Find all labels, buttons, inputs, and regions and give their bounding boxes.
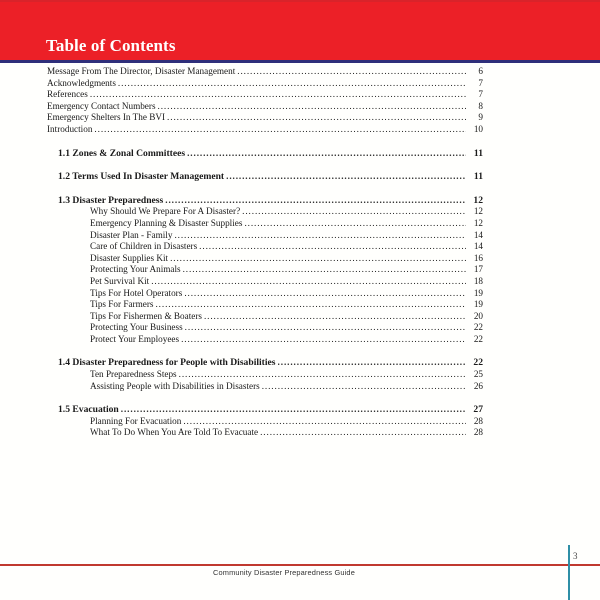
toc-entry-label: Tips For Farmers xyxy=(90,299,154,310)
toc-entry-page-number: 12 xyxy=(473,206,483,217)
footer-divider-rule xyxy=(0,564,600,566)
toc-entry-page-number: 14 xyxy=(473,241,483,252)
toc-dot-leader xyxy=(183,416,466,428)
toc-section-entry[interactable] xyxy=(0,171,600,183)
toc-section-gap xyxy=(0,392,600,404)
toc-entry-page-number: 14 xyxy=(473,229,483,240)
toc-entry-page-number: 28 xyxy=(473,427,483,438)
toc-dot-leader xyxy=(174,230,466,242)
toc-entry-label: Tips For Hotel Operators xyxy=(90,287,183,298)
toc-entry-page-number: 18 xyxy=(473,275,483,286)
toc-entry-label: 1.5 Evacuation xyxy=(58,404,119,416)
page-title: Table of Contents xyxy=(46,36,176,55)
toc-subsection-entry[interactable] xyxy=(0,253,600,265)
toc-dot-leader xyxy=(260,427,466,439)
toc-front-matter-entry[interactable] xyxy=(0,101,600,113)
toc-entry-page-number: 20 xyxy=(473,310,483,321)
toc-front-matter-entry[interactable] xyxy=(0,78,600,90)
toc-entry-page-number: 19 xyxy=(473,287,483,298)
toc-entry-label: Care of Children in Disasters xyxy=(90,241,198,252)
toc-dot-leader xyxy=(151,276,466,288)
header-divider-rule xyxy=(0,60,600,63)
toc-dot-leader xyxy=(237,66,466,78)
toc-subsection-entry[interactable] xyxy=(0,230,600,242)
toc-entry-page-number: 16 xyxy=(473,252,483,263)
toc-entry-page-number: 17 xyxy=(473,264,483,275)
toc-subsection-entry[interactable] xyxy=(0,206,600,218)
toc-section-gap xyxy=(0,159,600,171)
toc-entry-page-number: 27 xyxy=(473,404,483,416)
toc-dot-leader xyxy=(155,299,466,311)
footer-vertical-accent-line xyxy=(568,545,570,600)
table-of-contents xyxy=(0,66,600,439)
toc-subsection-entry[interactable] xyxy=(0,264,600,276)
toc-entry-page-number: 26 xyxy=(473,380,483,391)
toc-entry-label: What To Do When You Are Told To Evacuate xyxy=(90,427,259,438)
toc-subsection-entry[interactable] xyxy=(0,369,600,381)
toc-front-matter-entry[interactable] xyxy=(0,112,600,124)
toc-entry-label: Why Should We Prepare For A Disaster? xyxy=(90,206,241,217)
toc-entry-label: 1.3 Disaster Preparedness xyxy=(58,194,164,206)
toc-entry-label: Tips For Fishermen & Boaters xyxy=(90,310,202,321)
toc-section-gap xyxy=(0,345,600,357)
toc-dot-leader xyxy=(187,148,466,160)
toc-entry-label: 1.2 Terms Used In Disaster Management xyxy=(58,171,225,183)
toc-subsection-entry[interactable] xyxy=(0,276,600,288)
toc-subsection-entry[interactable] xyxy=(0,416,600,428)
toc-subsection-entry[interactable] xyxy=(0,311,600,323)
toc-entry-page-number: 22 xyxy=(473,357,483,369)
toc-dot-leader xyxy=(185,322,466,334)
toc-entry-page-number: 11 xyxy=(473,171,483,183)
toc-dot-leader xyxy=(226,171,466,183)
toc-subsection-entry[interactable] xyxy=(0,427,600,439)
toc-entry-page-number: 12 xyxy=(473,217,483,228)
toc-entry-page-number: 10 xyxy=(473,123,483,134)
toc-entry-label: Emergency Shelters In The BVI xyxy=(47,112,166,123)
toc-entry-label: Disaster Plan - Family xyxy=(90,229,173,240)
toc-entry-page-number: 22 xyxy=(473,322,483,333)
toc-section-entry[interactable] xyxy=(0,195,600,207)
toc-front-matter-entry[interactable] xyxy=(0,66,600,78)
toc-dot-leader xyxy=(278,357,466,369)
toc-entry-label: Message From The Director, Disaster Management xyxy=(47,66,236,76)
toc-entry-label: Introduction xyxy=(47,123,93,134)
toc-dot-leader xyxy=(262,381,466,393)
toc-entry-label: Acknowledgments xyxy=(47,77,116,88)
toc-entry-page-number: 6 xyxy=(478,66,483,76)
toc-entry-page-number: 12 xyxy=(473,194,483,206)
toc-entry-label: Protecting Your Animals xyxy=(90,264,181,275)
toc-dot-leader xyxy=(183,264,466,276)
toc-entry-label: Protect Your Employees xyxy=(90,333,180,344)
toc-entry-label: Emergency Planning & Disaster Supplies xyxy=(90,217,243,228)
toc-section-gap xyxy=(0,183,600,195)
toc-dot-leader xyxy=(94,124,466,136)
toc-dot-leader xyxy=(170,253,466,265)
toc-dot-leader xyxy=(90,89,466,101)
toc-entry-page-number: 8 xyxy=(478,100,483,111)
toc-subsection-entry[interactable] xyxy=(0,322,600,334)
toc-entry-label: Disaster Supplies Kit xyxy=(90,252,169,263)
toc-entry-label: 1.4 Disaster Preparedness for People with Disabilities xyxy=(58,357,276,369)
toc-front-matter-entry[interactable] xyxy=(0,89,600,101)
toc-section-entry[interactable] xyxy=(0,404,600,416)
toc-dot-leader xyxy=(244,218,466,230)
toc-entry-label: Protecting Your Business xyxy=(90,322,183,333)
toc-dot-leader xyxy=(179,369,466,381)
toc-entry-label: Pet Survival Kit xyxy=(90,275,150,286)
toc-subsection-entry[interactable] xyxy=(0,218,600,230)
toc-entry-page-number: 7 xyxy=(478,89,483,100)
toc-subsection-entry[interactable] xyxy=(0,299,600,311)
toc-entry-label: Emergency Contact Numbers xyxy=(47,100,156,111)
toc-entry-label: Planning For Evacuation xyxy=(90,415,182,426)
toc-entry-page-number: 19 xyxy=(473,299,483,310)
toc-entry-page-number: 22 xyxy=(473,333,483,344)
toc-dot-leader xyxy=(204,311,466,323)
toc-dot-leader xyxy=(184,288,466,300)
toc-subsection-entry[interactable] xyxy=(0,381,600,393)
toc-dot-leader xyxy=(121,404,466,416)
toc-front-matter-entry[interactable] xyxy=(0,124,600,136)
toc-dot-leader xyxy=(158,101,466,113)
toc-subsection-entry[interactable] xyxy=(0,288,600,300)
toc-section-entry[interactable] xyxy=(0,357,600,369)
toc-section-entry[interactable] xyxy=(0,148,600,160)
toc-entry-label: Ten Preparedness Steps xyxy=(90,369,177,380)
toc-entry-label: 1.1 Zones & Zonal Committees xyxy=(58,147,186,159)
toc-entry-label: Assisting People with Disabilities in Disasters xyxy=(90,380,260,391)
toc-subsection-entry[interactable] xyxy=(0,241,600,253)
toc-section-gap xyxy=(0,136,600,148)
toc-entry-label: References xyxy=(47,89,88,100)
toc-dot-leader xyxy=(118,78,466,90)
toc-dot-leader xyxy=(167,112,466,124)
toc-entry-page-number: 25 xyxy=(473,369,483,380)
toc-entry-page-number: 11 xyxy=(473,147,483,159)
page-number: 3 xyxy=(573,551,578,561)
toc-dot-leader xyxy=(242,206,466,218)
toc-dot-leader xyxy=(181,334,466,346)
toc-entry-page-number: 28 xyxy=(473,415,483,426)
footer-caption: Community Disaster Preparedness Guide xyxy=(213,568,355,577)
toc-dot-leader xyxy=(165,195,466,207)
toc-subsection-entry[interactable] xyxy=(0,334,600,346)
page-header-banner xyxy=(0,0,600,62)
toc-entry-page-number: 9 xyxy=(478,112,483,123)
toc-dot-leader xyxy=(199,241,466,253)
toc-entry-page-number: 7 xyxy=(478,77,483,88)
